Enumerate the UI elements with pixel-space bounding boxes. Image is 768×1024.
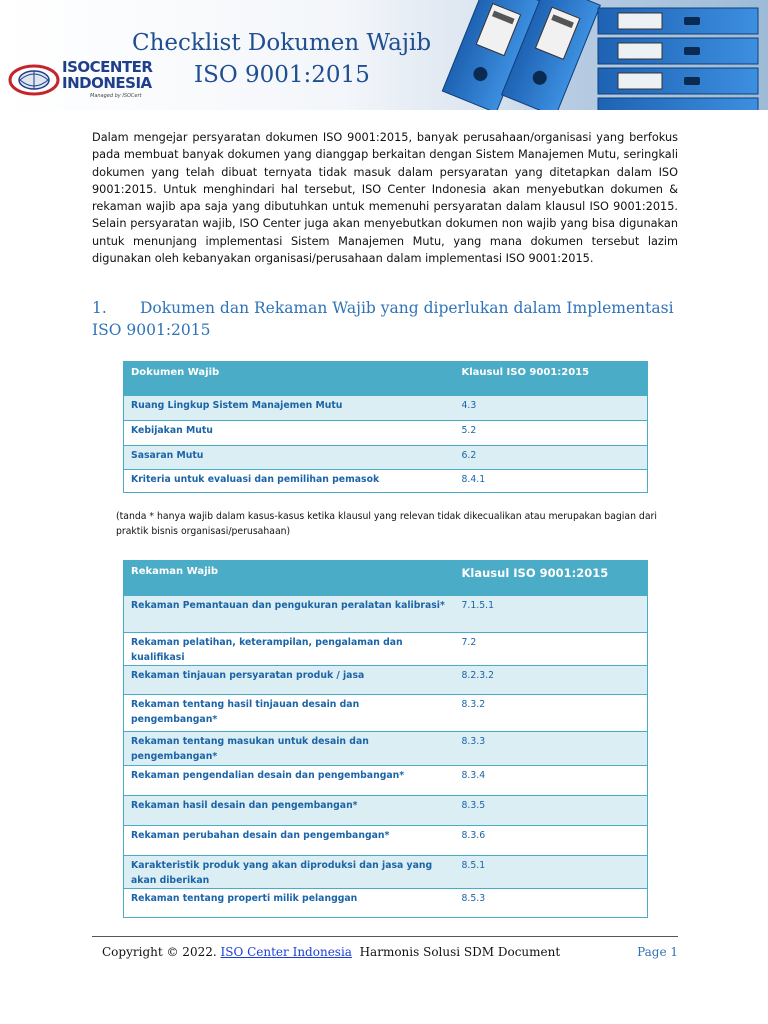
column-header-record: Rekaman Wajib: [124, 561, 455, 596]
table-row: [124, 421, 648, 446]
document-name: Ruang Lingkup Sistem Manajemen Mutu: [124, 396, 455, 421]
table-row: [124, 856, 648, 889]
footer-document-label: Harmonis Solusi SDM Document: [359, 945, 561, 959]
clause-number: 6.2: [455, 446, 648, 470]
clause-number: 5.2: [455, 421, 648, 446]
document-name: Kebijakan Mutu: [124, 421, 455, 446]
globe-icon: [6, 56, 62, 100]
table-row: [124, 666, 648, 695]
page-number: Page 1: [637, 945, 678, 959]
table-row: [124, 826, 648, 856]
record-name: Karakteristik produk yang akan diproduksi dan jasa yang akan diberikan: [124, 856, 455, 889]
document-name: Kriteria untuk evaluasi dan pemilihan pemasok: [124, 470, 455, 493]
clause-number: 8.3.4: [455, 766, 648, 796]
document-title: Checklist Dokumen Wajib: [132, 30, 432, 56]
section-title: Dokumen dan Rekaman Wajib yang diperlukan dalam Implementasi ISO 9001:2015: [92, 299, 674, 339]
record-name: Rekaman tinjauan persyaratan produk / jasa: [124, 666, 455, 695]
table-row: [124, 766, 648, 796]
clause-number: 8.5.1: [455, 856, 648, 889]
record-name: Rekaman Pemantauan dan pengukuran peralatan kalibrasi*: [124, 596, 455, 633]
mandatory-records-table: [123, 560, 648, 918]
table-row: [124, 695, 648, 732]
table-header-row: [124, 362, 648, 396]
clause-number: 7.1.5.1: [455, 596, 648, 633]
document-subtitle: ISO 9001:2015: [194, 62, 370, 88]
copyright-text: Copyright © 2022.: [102, 945, 217, 959]
column-header-clause: Klausul ISO 9001:2015: [455, 362, 648, 396]
column-header-document: Dokumen Wajib: [124, 362, 455, 396]
table-row: [124, 796, 648, 826]
document-name: Sasaran Mutu: [124, 446, 455, 470]
record-name: Rekaman tentang hasil tinjauan desain dan pengembangan*: [124, 695, 455, 732]
record-name: Rekaman tentang masukan untuk desain dan pengembangan*: [124, 732, 455, 766]
table-row: [124, 889, 648, 918]
footer-divider: [92, 936, 678, 937]
table-header-row: [124, 561, 648, 596]
clause-number: 8.3.3: [455, 732, 648, 766]
clause-number: 4.3: [455, 396, 648, 421]
record-name: Rekaman tentang properti milik pelanggan: [124, 889, 455, 918]
iso-center-link[interactable]: ISO Center Indonesia: [220, 945, 352, 959]
clause-number: 8.5.3: [455, 889, 648, 918]
section-number: 1.: [92, 299, 107, 317]
table-row: [124, 470, 648, 493]
table-row: [124, 732, 648, 766]
header-banner: [0, 0, 768, 110]
clause-number: 8.2.3.2: [455, 666, 648, 695]
record-name: Rekaman pengendalian desain dan pengembangan*: [124, 766, 455, 796]
intro-paragraph: Dalam mengejar persyaratan dokumen ISO 9001:2015, banyak perusahaan/organisasi yang berfokus pada membuat banyak dokumen yang dianggap berkaitan dengan Sistem Manajemen Mutu, seringkali dokumen yang telah dibuat ternyata tidak masuk dalam persyaratan yang ditetapkan dalam ISO 9001:2015. Untuk menghindari hal tersebut, ISO Center Indonesia akan menyebutkan dokumen & rekaman wajib apa saja yang dibutuhkan untuk memenuhi persyaratan dalam klausul ISO 9001:2015. Selain persyaratan wajib, ISO Center juga akan menyebutkan dokumen non wajib yang bisa digunakan untuk menunjang implementasi Sistem Manajemen Mutu, yang mana dokumen tersebut lazim digunakan oleh kebanyakan organisasi/perusahaan dalam implementasi ISO 9001:2015.: [92, 131, 678, 266]
record-name: Rekaman perubahan desain dan pengembangan*: [124, 826, 455, 856]
footnote: (tanda * hanya wajib dalam kasus-kasus ketika klausul yang relevan tidak dikecualikan atau merupakan bagian dari praktik bisnis organisasi/perusahaan): [116, 511, 657, 537]
table-row: [124, 396, 648, 421]
record-name: Rekaman pelatihan, keterampilan, pengalaman dan kualifikasi: [124, 633, 455, 666]
clause-number: 8.3.5: [455, 796, 648, 826]
table-row: [124, 633, 648, 666]
isocenter-logo: [6, 56, 153, 104]
mandatory-documents-table: [123, 361, 648, 493]
logo-wordmark-line1: ISOCENTER: [62, 58, 153, 76]
clause-number: 8.4.1: [455, 470, 648, 493]
logo-wordmark-line2: INDONESIA: [62, 74, 152, 92]
binders-illustration: [440, 0, 768, 110]
logo-tagline: Managed by ISOCert: [90, 93, 142, 99]
section-heading: [92, 297, 678, 341]
footer-copyright: [102, 945, 560, 959]
record-name: Rekaman hasil desain dan pengembangan*: [124, 796, 455, 826]
table-row: [124, 596, 648, 633]
table-row: [124, 446, 648, 470]
column-header-clause: Klausul ISO 9001:2015: [455, 561, 648, 596]
clause-number: 7.2: [455, 633, 648, 666]
clause-number: 8.3.6: [455, 826, 648, 856]
clause-number: 8.3.2: [455, 695, 648, 732]
